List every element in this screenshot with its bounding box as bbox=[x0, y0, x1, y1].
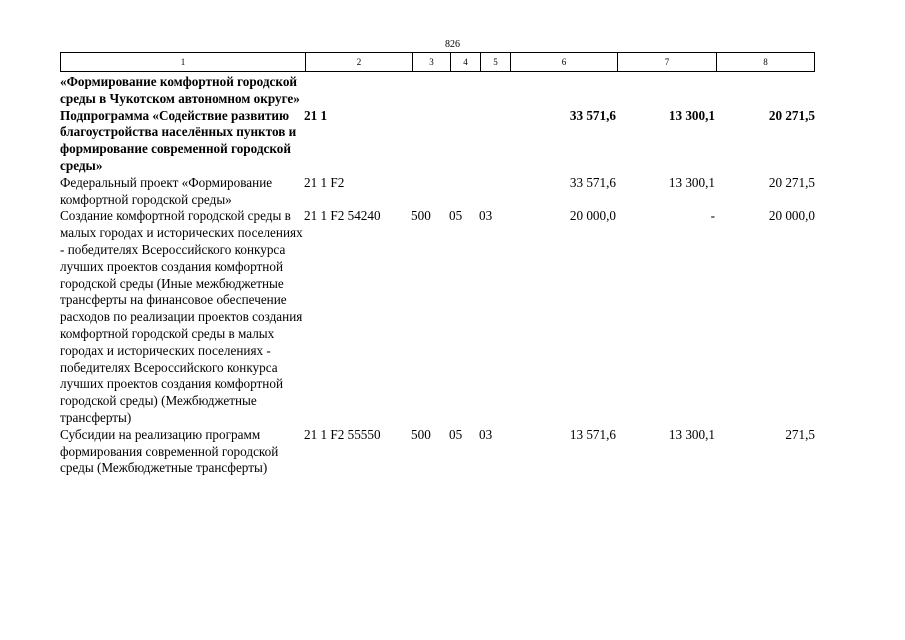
row-name: Федеральный проект «Формирование комфортной городской среды» bbox=[60, 174, 273, 207]
row-rz: 05 bbox=[449, 208, 463, 224]
row-code: 21 1 F2 54240 bbox=[304, 208, 381, 224]
row-value-8: 20 271,5 bbox=[768, 174, 815, 190]
table-row bbox=[60, 108, 815, 175]
row-value-8: 20 271,5 bbox=[768, 107, 815, 123]
row-pr: 03 bbox=[479, 426, 493, 442]
row-pr: 03 bbox=[479, 208, 493, 224]
table-row bbox=[60, 208, 815, 426]
row-value-8: 271,5 bbox=[785, 426, 815, 442]
header-cell-4: 4 bbox=[450, 53, 480, 71]
row-vr bbox=[411, 108, 449, 175]
row-rz bbox=[449, 175, 479, 209]
row-vr: 500 bbox=[411, 208, 431, 224]
table-row bbox=[60, 74, 815, 108]
row-name: Создание комфортной городской среды в малых городах и исторических поселениях - победителях Всероссийского конкурса лучших проектов создания комфортной городской среды (Иные межбюджетные трансферты на финансовое обеспечение расходов по реализации проектов создания комфортной городской среды в малых городах и исторических поселениях - победителях Всероссийского конкурса лучших проектов создания комфортной городской среды) (Межбюджетные трансферты) bbox=[60, 208, 303, 425]
row-value-7 bbox=[616, 74, 715, 108]
row-code: 21 1 F2 bbox=[304, 174, 345, 190]
table-body bbox=[60, 74, 815, 477]
row-code: 21 1 F2 55550 bbox=[304, 426, 381, 442]
row-pr bbox=[479, 175, 509, 209]
row-vr bbox=[411, 175, 449, 209]
row-name: Субсидии на реализацию программ формирования современной городской среды (Межбюджетные трансферты) bbox=[60, 426, 279, 476]
header-cell-1: 1 bbox=[180, 57, 186, 67]
page-number: 826 bbox=[445, 39, 460, 50]
row-value-8 bbox=[715, 74, 815, 108]
row-name: «Формирование комфортной городской среды в Чукотском автономном округе» bbox=[60, 74, 300, 106]
row-value-7: - bbox=[710, 208, 715, 224]
row-rz bbox=[449, 108, 479, 175]
row-total: 13 571,6 bbox=[569, 426, 616, 442]
row-pr bbox=[479, 74, 509, 108]
row-value-7: 13 300,1 bbox=[668, 426, 715, 442]
row-value-7: 13 300,1 bbox=[668, 107, 715, 123]
header-cell-2: 2 bbox=[305, 53, 412, 71]
row-total: 20 000,0 bbox=[569, 208, 616, 224]
row-code: 21 1 bbox=[304, 107, 328, 123]
row-vr bbox=[411, 74, 449, 108]
row-code bbox=[304, 74, 411, 108]
header-cell-6: 6 bbox=[510, 53, 617, 71]
row-total: 33 571,6 bbox=[569, 174, 616, 190]
row-rz bbox=[449, 74, 479, 108]
row-value-7: 13 300,1 bbox=[668, 174, 715, 190]
header-cell-8: 8 bbox=[716, 53, 814, 71]
row-vr: 500 bbox=[411, 426, 431, 442]
row-total: 33 571,6 bbox=[569, 107, 616, 123]
row-rz: 05 bbox=[449, 426, 463, 442]
row-name: Подпрограмма «Содействие развитию благоустройства населённых пунктов и формирование современной городской среды» bbox=[60, 107, 297, 173]
header-cell-3: 3 bbox=[412, 53, 450, 71]
header-cell-5: 5 bbox=[480, 53, 510, 71]
row-pr bbox=[479, 108, 509, 175]
table-header bbox=[60, 52, 815, 72]
row-value-8: 20 000,0 bbox=[768, 208, 815, 224]
row-total bbox=[509, 74, 616, 108]
header-cell-7: 7 bbox=[617, 53, 716, 71]
table-row bbox=[60, 175, 815, 209]
table-row bbox=[60, 427, 815, 477]
